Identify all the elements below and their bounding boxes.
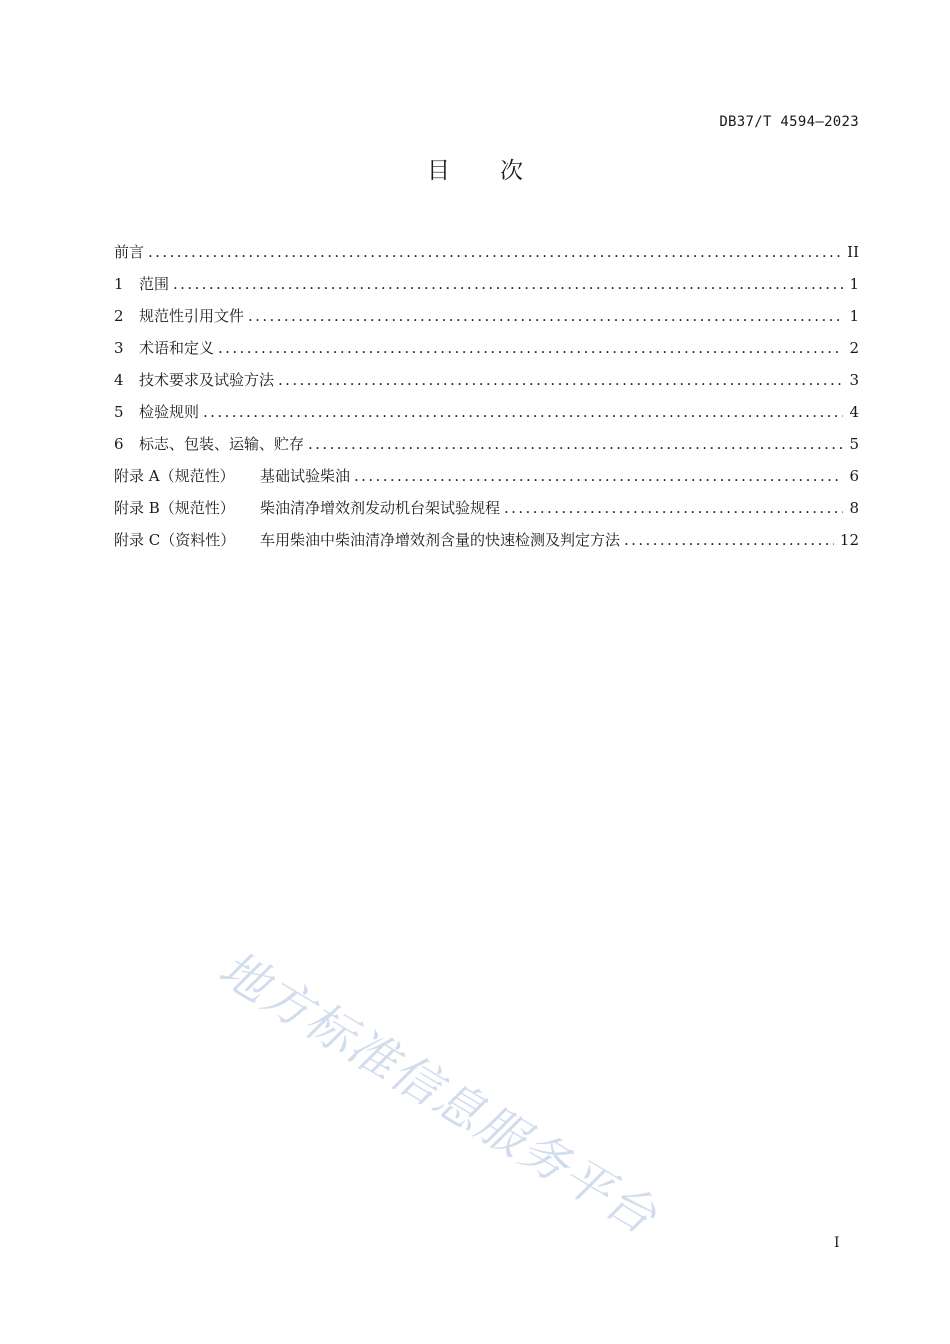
- toc-page-number: 5: [849, 435, 859, 453]
- toc-section-number: 4: [114, 371, 124, 389]
- toc-entry-title: 术语和定义: [139, 339, 215, 357]
- toc-entry-scope[interactable]: [114, 270, 859, 302]
- toc-entry-technical-requirements[interactable]: [114, 366, 859, 398]
- toc-entry-title: 检验规则: [139, 403, 200, 421]
- toc-section-number: 6: [114, 435, 124, 453]
- toc-section-number: 3: [114, 339, 124, 357]
- table-of-contents: [114, 238, 859, 558]
- toc-entry-title: 前言: [114, 243, 145, 261]
- toc-entry-annex-c[interactable]: [114, 526, 859, 558]
- toc-dot-leader: [354, 462, 843, 490]
- toc-page-number: II: [847, 243, 859, 261]
- toc-page-number: 6: [849, 467, 859, 485]
- toc-section-number: 5: [114, 403, 124, 421]
- toc-dot-leader: [308, 430, 843, 458]
- page-title: 目次: [427, 158, 573, 184]
- toc-page-number: 4: [849, 403, 859, 421]
- toc-page-number: 3: [849, 371, 859, 389]
- toc-dot-leader: [173, 270, 843, 298]
- toc-entry-title: 技术要求及试验方法: [139, 371, 275, 389]
- toc-entry-title: 范围: [139, 275, 170, 293]
- toc-dot-leader: [624, 526, 834, 554]
- toc-entry-annex-a[interactable]: [114, 462, 859, 494]
- toc-dot-leader: [248, 302, 843, 330]
- toc-dot-leader: [203, 398, 843, 426]
- toc-section-number: 2: [114, 307, 124, 325]
- watermark: 地方标准信息服务平台: [209, 940, 667, 1246]
- toc-page-number: 1: [849, 275, 859, 293]
- toc-entry-annex-b[interactable]: [114, 494, 859, 526]
- toc-page-number: 8: [849, 499, 859, 517]
- toc-section-number: 1: [114, 275, 124, 293]
- toc-entry-title: 车用柴油中柴油清净增效剂含量的快速检测及判定方法: [260, 531, 621, 549]
- toc-entry-marking-packaging[interactable]: [114, 430, 859, 462]
- standard-code: DB37/T 4594—2023: [719, 114, 859, 130]
- footer-page-number: I: [834, 1235, 840, 1251]
- toc-dot-leader: [148, 238, 841, 266]
- toc-dot-leader: [278, 366, 843, 394]
- toc-entry-foreword[interactable]: [114, 238, 859, 270]
- toc-entry-title: 规范性引用文件: [139, 307, 245, 325]
- toc-entry-title: 柴油清净增效剂发动机台架试验规程: [260, 499, 501, 517]
- toc-dot-leader: [218, 334, 843, 362]
- toc-entry-inspection-rules[interactable]: [114, 398, 859, 430]
- toc-page-number: 2: [849, 339, 859, 357]
- toc-entry-normative-references[interactable]: [114, 302, 859, 334]
- toc-page-number: 12: [839, 531, 859, 549]
- toc-page-number: 1: [849, 307, 859, 325]
- toc-entry-title: 基础试验柴油: [260, 467, 351, 485]
- toc-annex-label: 附录 A（规范性）: [114, 467, 235, 485]
- toc-annex-label: 附录 B（规范性）: [114, 499, 235, 517]
- toc-dot-leader: [504, 494, 843, 522]
- toc-entry-terms-definitions[interactable]: [114, 334, 859, 366]
- toc-entry-title: 标志、包装、运输、贮存: [139, 435, 305, 453]
- toc-annex-label: 附录 C（资料性）: [114, 531, 236, 549]
